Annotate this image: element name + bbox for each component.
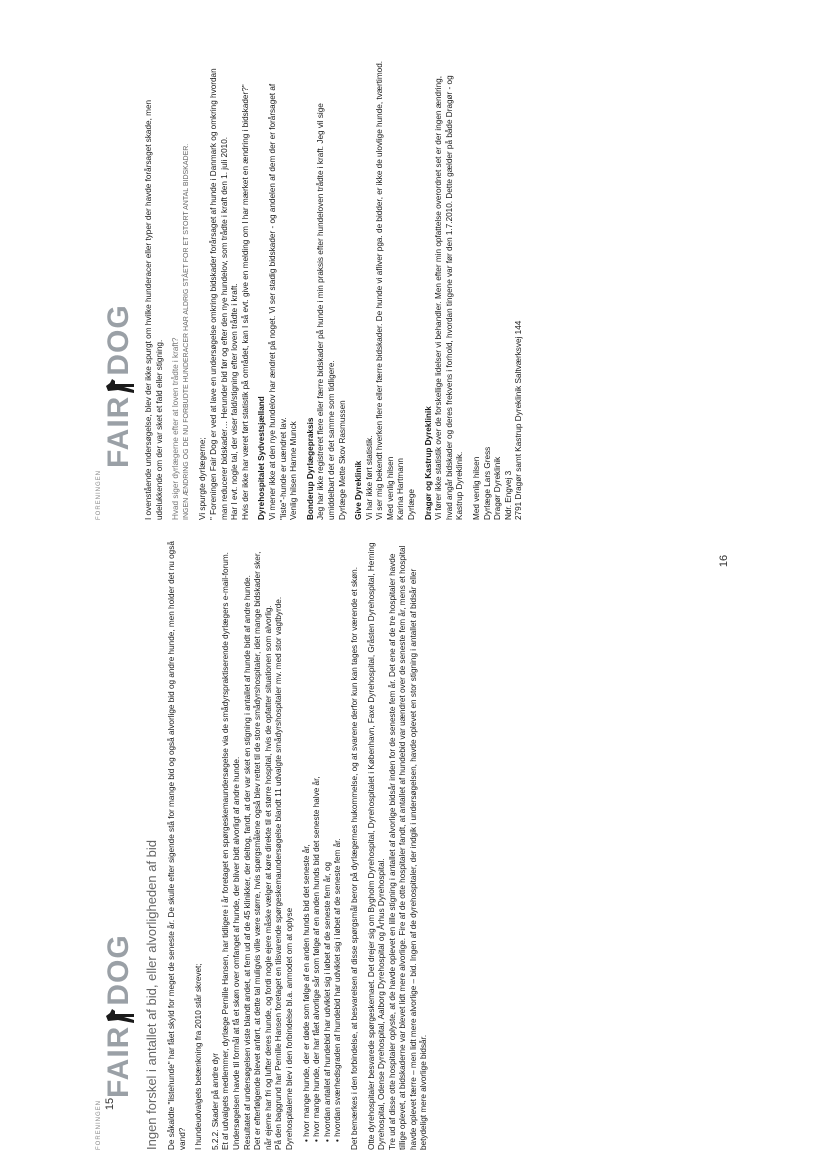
asked-q1: Har I evt. nogle tal, der viser fald/stigning efter loven trådte i kraft. xyxy=(230,283,240,520)
fairdog-logo xyxy=(96,60,136,520)
left-p1: De såkaldte "listehunde" har fået skyld for meget de seneste år. De skulle efter sigende stå for mange bid og også alvorlige bid og andre hunde, men holder det nu også vand? xyxy=(167,541,187,1150)
response-4-title: Dragør og Kastrup Dyreklinik xyxy=(423,406,433,520)
response-3-title: Give Dyreklinik xyxy=(354,460,364,520)
left-p6: Det er efterfølgende blevet anført, at dette tal muligvis ville være større, hvis spørgsmålene også blev rettet til de store smådyrshospitaler, idet mange bidskader sker, når ejerne har fri og lufter deres hunde, og fordi nogle ejere måske vælger at køre direkte til et større hospital, hvis de opfatter situationen som alvorlig. xyxy=(253,551,273,1150)
response-4-line-5: 2791 Dragør samt Kastrup Dyreklinik Saltværksvej 144 xyxy=(514,320,524,520)
response-3-line-2: Vi ser mig bekendt hverken flere eller færre bidskader. De hunde vi afliver pga. de bidder, er ikke de ulovlige hunde, tværtimod. xyxy=(375,60,385,520)
response-1-title: Dyrehospitalet Sydvestsjælland xyxy=(257,396,267,520)
dog-logo-icon xyxy=(106,377,136,395)
list-item: • hvordan sværhedsgraden af hundebid har udviklet sig i løbet af de seneste fem år. xyxy=(333,540,344,1142)
list-item: • hvordan antallet af hundebid har udviklet sig i løbet af de seneste fem år, og xyxy=(323,540,334,1142)
response-3-line-1: Vi har ikke ført statistik. xyxy=(364,435,374,520)
left-p9: Otte dyrehospitaler besvarede spørgeskemaet. Det drejer sig om Bygholm Dyrehospital, Dyrehospitalet i København, Faxe Dyrehospital, Gråsten Dyrehospital, Herning Dyrehospital, Odense Dyrehospital, Aalborg Dyrehospital og Århus Dyrehospital. xyxy=(366,542,387,1150)
left-p7: På den baggrund har Pernille Hansen foretaget en tilsvarende spørgeskemaundersøgelse blandt 11 udvalgte smådyrshospitaler mv. med stor vagtbyrde. Dyrehospitalerne blev i den forbindelse bl.a. anmodet om at oplyse xyxy=(274,596,294,1150)
left-p5: Resultatet af undersøgelsen viste blandt andet, at fem ud af de 45 klinikker, der deltog, fandt, at der var sket en stigning i antallet af hunde bidt af andre hunde. xyxy=(242,575,252,1150)
left-p4: Et af udvalgets medlemmer, dyrlæge Pernille Hansen, har tidligere i år foretaget en spørgeskemaundersøgelse via de smådyrspraktiserende dyrlægers e-mail-forum. Undersøgelsen havde til formål at få et skøn over omfanget af hunde, der bliver bidt alvorligt af andre hunde. xyxy=(221,552,241,1150)
response-4-text: Vi fører ikke statistik over de forskellige lidelser vi behandler. Men efter min opfattelse overordnet set er der ingen ændring, hvad angår bidskader og deres frekvens i forhold, hvordan tingene var før den 1.7.2010. Dette gælder på både Dragør - og Kastrup Dyreklinik. xyxy=(434,75,465,520)
asked-q2: Hvis der ikke har været ført statistik på området, kan I så evt. give en melding om I har mærket en ændring i bidskader?" xyxy=(240,84,250,520)
right-question-title: Hvad siger dyrlægerne efter at loven trådte i kraft? xyxy=(171,337,181,520)
logo-fair: FAIR xyxy=(102,1025,135,1098)
response-2-title: Bonderup Dyrlægepraksis xyxy=(305,417,315,520)
left-p3: 5.2.2. Skader på andre dyr xyxy=(210,1053,220,1150)
right-page xyxy=(96,60,524,520)
response-3-line-3: Med venlig hilsen xyxy=(385,456,395,520)
response-2-text: Jeg har ikke registreret flere eller færre bidskader på hunde i min praksis efter hundeloven trådte i kraft. Jeg vil sige umiddelbart det er det samme som tidligere. xyxy=(316,103,336,520)
asked-quote: " Foreningen Fair Dog er ved at lave en undersøgelse omkring bidskader forårsaget af hunde i Danmark og omkring hvordan man reducerer bidskader… Herunder bid før og efter den nye hundelov, som trådte i kraft den 1. juli 2010. xyxy=(208,68,229,520)
logo-dog: DOG xyxy=(102,304,135,376)
logo-fair: FAIR xyxy=(102,395,135,468)
right-question-sub: INGEN ÆNDRING OG DE NU FORBUDTE HUNDERACER HAR ALDRIG STÅET FOR ET STORT ANTAL BIDSKADER. xyxy=(182,143,190,520)
response-1-text: Vi mener ikke at den nye hundelov har ændret på noget. Vi ser stadig bidskader - og andelen af dem der er forårsaget af "liste"-hunde er uændret lav. xyxy=(267,83,288,520)
logo-small-text: FORENINGEN xyxy=(96,469,102,520)
response-4-line-1: Med venlig hilsen xyxy=(472,456,482,520)
response-3-line-4: Karina Hartmann xyxy=(396,458,406,520)
response-4-line-4: Ndr. Engvej 3 xyxy=(503,470,513,520)
left-page xyxy=(96,540,456,1150)
response-2-sign: Dyrlæge Mette Skov Rasmussen xyxy=(337,400,347,520)
list-item: • hvor mange hunde, der har fået alvorlige sår som følge af en anden hunds bid det seneste halve år, xyxy=(312,540,323,1142)
left-heading: Ingen forskel i antallet af bid, eller alvorligheden af bid xyxy=(144,839,159,1150)
dog-logo-icon xyxy=(106,1007,136,1025)
page-number-right: 16 xyxy=(718,554,731,568)
page-number-left: 15 xyxy=(104,1097,117,1111)
response-4-line-3: Dragør Dyreklinik xyxy=(493,456,503,520)
fairdog-logo xyxy=(96,540,136,1150)
list-item: • hvor mange hunde, der er døde som følge af en anden hunds bid det seneste år, xyxy=(302,540,313,1142)
right-intro: I ovenstående undersøgelse, blev der ikke spurgt om hvilke hunderacer eller typer der havde forårsaget skade, men udelukkende om der var sket et fald eller stigning. xyxy=(144,99,164,520)
asked-label: Vi spurgte dyrlægerne; xyxy=(198,437,208,520)
response-4-line-2: Dyrlæge Lars Gress xyxy=(482,446,492,520)
left-bullet-list xyxy=(302,540,344,1150)
response-1-sign: Venlig hilsen Hanne Munck xyxy=(289,421,299,520)
logo-small-text: FORENINGEN xyxy=(96,1099,102,1150)
left-p2: I hundeudvalgets betænkning fra 2010 står skrevet; xyxy=(194,963,204,1150)
response-3-line-5: Dyrlæge xyxy=(407,489,417,520)
left-p10: Tre ud af disse otte hospitaler oplyste, at de havde oplevet en lille stigning i antallet af alvorlige bidsår inden for de seneste fem år. Det ene af de tre hospitaler havde tillige oplevet, at bidskaderne var blevet lidt mere alvorlige. Fire af de otte hospitaler fandt, at antallet af hundebid var uændret over de seneste fem år, mens et hospital havde oplevet færre – men lidt mere alvorlige – bid. Ingen af de dyrehospitaler, der indgik i undersøgelsen, havde oplevet en stor stigning i antallet af bidsår eller betydeligt mere alvorlige bidsår. xyxy=(387,545,429,1150)
logo-dog: DOG xyxy=(102,934,135,1006)
left-p8: Det bemærkes i den forbindelse, at besvarelsen af disse spørgsmål beror på dyrlægernes hukommelse, og at svarene derfor kun kan tages for værende et skøn. xyxy=(349,567,359,1150)
